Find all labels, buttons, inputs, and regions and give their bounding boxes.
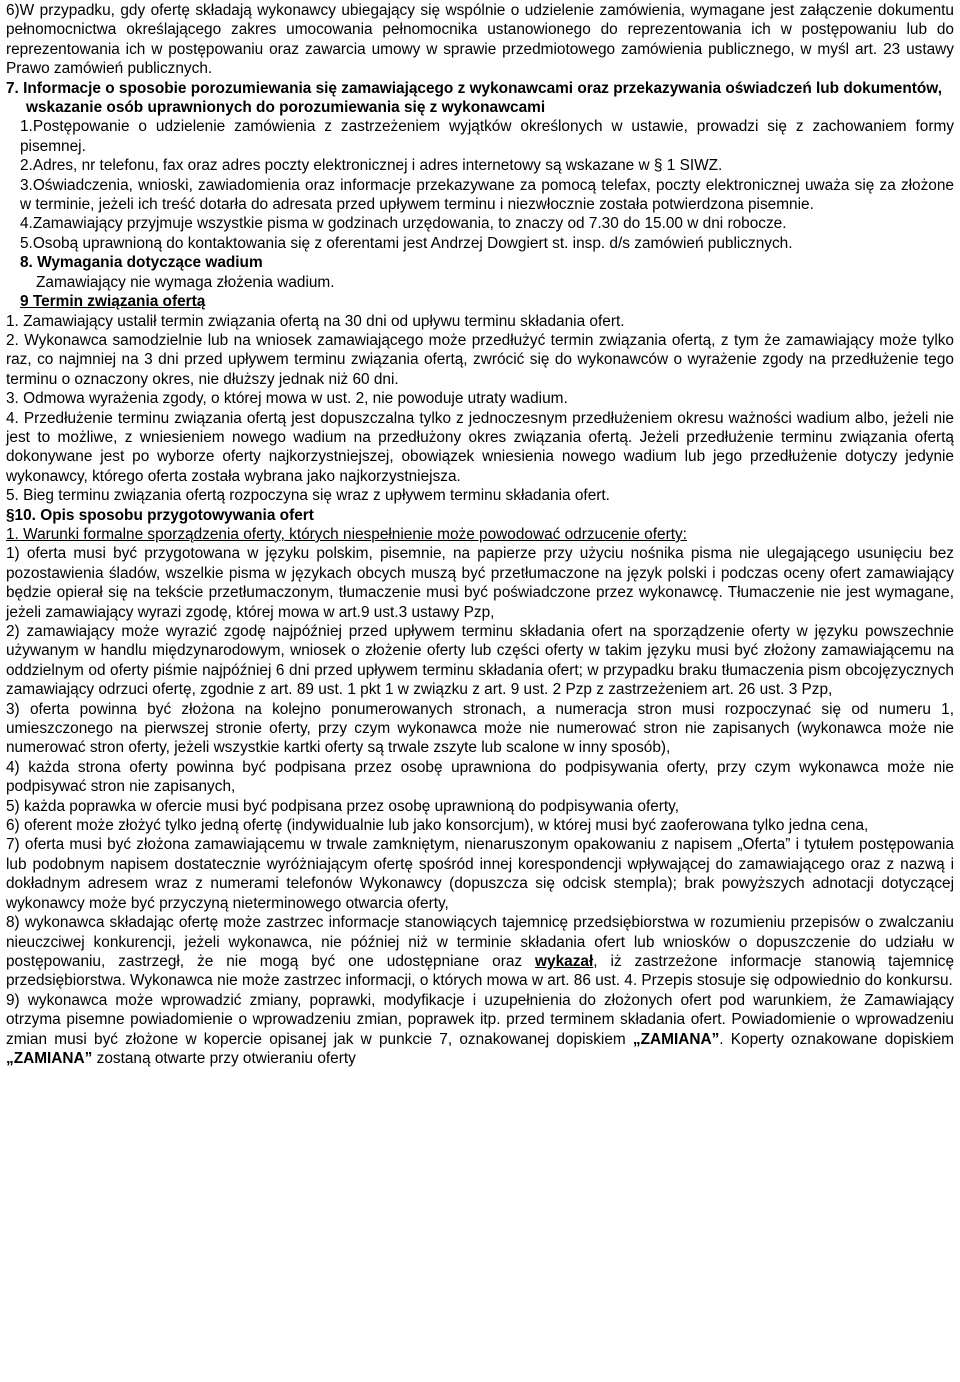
section-10-heading: §10. Opis sposobu przygotowywania ofert [6, 506, 314, 524]
section-8-heading [6, 253, 954, 272]
item-9-text-mid: . Koperty oznakowane dopiskiem [719, 1030, 954, 1048]
item-8-emphasis: wykazał [535, 952, 594, 970]
section-10-item-9 [6, 991, 954, 1069]
section-7-item-4: 4.Zamawiający przyjmuje wszystkie pisma w godzinach urzędowania, to znaczy od 7.30 do 15.00 w dni robocze. [20, 215, 787, 233]
section-10-subheading: 1. Warunki formalne sporządzenia oferty, których niespełnienie może powodować odrzucenie oferty: [6, 525, 687, 543]
section-10-item-1: 1) oferta musi być przygotowana w języku polskim, pisemnie, na papierze przy użyciu nośnika pisma nie ulegającego usunięciu bez pozostawienia śladów, wszelkie pisma w językach obcych muszą być przetłumaczone na język polski i podczas oceny ofert zamawiający będzie opierał się na tekście przetłumaczonym, tłumaczenie musi być poświadczone przez wykonawcę. Tłumaczenie nie jest wymagane, jeżeli zamawiający wyrazi zgodę, której mowa w art.9 ust.3 ustawy Pzp, [6, 545, 954, 621]
item-9-text-start: 9) wykonawca może wprowadzić zmiany, poprawki, modyfikacje i uzupełnienia do złożonych ofert pod warunkiem, że Zamawiający otrzyma pisemne powiadomienie o wprowadzeniu zmian, poprawek itp. przed terminem składania ofert. Powiadomienie o wprowadzeniu zmian musi być złożone w kopercie opisanej jak w punkcie 7, oznakowanej dopiskiem [6, 991, 954, 1048]
section-10-item-4: 4) każda strona oferty powinna być podpisana przez osobę uprawniona do podpisywania oferty, przy czym wykonawca może nie podpisywać stron nie zapisanych, [6, 758, 954, 796]
item-8-text-start: 8) wykonawca składając ofertę może zastrzec informacje stanowiących tajemnicę przedsiębiorstwa w rozumieniu przepisów o zwalczaniu nieuczciwej konkurencji, jeżeli wykonawca, nie później niż w terminie składania ofert lub wniosków o dopuszczenie do udziału w postępowaniu, zastrzegł, że nie mogą być one udostępniane oraz [6, 914, 954, 970]
section-9-item-1: 1. Zamawiający ustalił termin związania ofertą na 30 dni od upływu terminu składania ofert. [6, 312, 625, 330]
item-9-text-end: zostaną otwarte przy otwieraniu oferty [92, 1049, 356, 1067]
section-10-item-7: 7) oferta musi być złożona zamawiającemu w trwale zamkniętym, nienaruszonym opakowaniu z napisem „Oferta” i tytułem postępowania lub podobnym napisem dostatecznie wyróżniającym ofertę spośród innej korespondencji wpływającej do zamawiającego oraz z nazwą i dokładnym adresem wraz z numerami telefonów Wykonawcy (dopuszcza się odcisk stempla); brak powyższych adnotacji dotyczącej wykonawcy może być przyczyną nieterminowego otwarcia oferty, [6, 836, 954, 912]
item-8-text-end: , iż zastrzeżone informacje stanowią tajemnicę przedsiębiorstwa. Wykonawca nie może zastrzec informacji, o których mowa w art. 86 ust. 4. Przepis stosuje się odpowiednio do konkursu. [6, 952, 955, 990]
section-7-heading [6, 79, 954, 118]
item-9-marker-1: „ZAMIANA” [632, 1030, 720, 1048]
section-10-item-5: 5) każda poprawka w ofercie musi być podpisana przez osobę uprawnioną do podpisywania oferty, [6, 797, 680, 815]
section-8-title: Wymagania dotyczące wadium [37, 254, 263, 272]
section-10-item-8 [6, 913, 954, 991]
section-9-item-4: 4. Przedłużenie terminu związania ofertą jest dopuszczalna tylko z jednoczesnym przedłużeniem okresu ważności wadium albo, jeżeli nie jest to możliwe, z wniesieniem nowego wadium na przedłużony okres związania ofertą. Jeżeli przedłużenie terminu związania ofertą dokonywane jest po wyborze oferty najkorzystniejszej, obowiązek wniesienia nowego wadium lub jego przedłużenie dotyczy jedynie wykonawcy, którego oferta została wybrana jako najkorzystniejsza. [6, 409, 954, 485]
section-6-paragraph: 6)W przypadku, gdy ofertę składają wykonawcy ubiegający się wspólnie o udzielenie zamówienia, wymagane jest załączenie dokumentu pełnomocnictwa określającego zakres umocowania pełnomocnika ustanowionego do reprezentowania ich w postępowaniu lub do reprezentowania ich w postępowaniu oraz zawarcia umowy w sprawie przedmiotowego zamówienia publicznego, w myśl art. 23 ustawy Prawo zamówień publicznych. [6, 2, 954, 78]
section-7-item-1: 1.Postępowanie o udzielenie zamówienia z zastrzeżeniem wyjątków określonych w ustawie, prowadzi się z zachowaniem formy pisemnej. [20, 118, 954, 155]
section-8-number: 8. [20, 254, 33, 272]
section-10-item-2: 2) zamawiający może wyrazić zgodę najpóźniej przed upływem terminu składania ofert na sporządzenie oferty w języku powszechnie używanym w handlu międzynarodowym, wniosek o złożenie oferty lub części oferty w takim języku musi być złożony zamawiającemu na oddzielnym od oferty piśmie najpóźniej 6 dni przed upływem terminu składania ofert; w przypadku braku tłumaczenia pism obcojęzycznych zamawiający odrzuci ofertę, zgodnie z art. 89 ust. 1 pkt 1 w związku z art. 9 ust. 2 Pzp z zastrzeżeniem art. 26 ust. 3 Pzp, [6, 623, 954, 699]
section-7-item-2: 2.Adres, nr telefonu, fax oraz adres poczty elektronicznej i adres internetowy są wskazane w § 1 SIWZ. [20, 157, 723, 175]
section-10-item-6: 6) oferent może złożyć tylko jedną ofertę (indywidualnie lub jako konsorcjum), w której musi być zaoferowana tylko jedna cena, [6, 817, 869, 835]
section-9-item-5: 5. Bieg terminu związania ofertą rozpoczyna się wraz z upływem terminu składania ofert. [6, 487, 610, 505]
section-9-item-3: 3. Odmowa wyrażenia zgody, o której mowa w ust. 2, nie powoduje utraty wadium. [6, 390, 568, 408]
section-9-item-2: 2. Wykonawca samodzielnie lub na wniosek zamawiającego może przedłużyć termin związania ofertą, z tym że zamawiający może tylko raz, co najmniej na 3 dni przed upływem terminu związania ofertą, zwrócić się do wykonawców o wyrażenie zgody na przedłużenie tego terminu o oznaczony okres, nie dłuższy jednak niż 60 dni. [6, 331, 954, 388]
section-8-text: Zamawiający nie wymaga złożenia wadium. [36, 273, 335, 291]
section-10-item-3: 3) oferta powinna być złożona na kolejno ponumerowanych stronach, a numeracja stron musi rozpoczynać się od numeru 1, umieszczonego na pierwszej stronie oferty, przy czym wykonawca może nie numerować stron nie zapisanych (wykonawca może nie numerować stron oferty, jeżeli wszystkie kartki oferty są trwale zszyte lub scalone w inny sposób), [6, 700, 954, 757]
section-7-number: 7. [6, 79, 19, 97]
item-9-marker-2: „ZAMIANA” [6, 1049, 93, 1067]
section-7-item-5: 5.Osobą uprawnioną do kontaktowania się z oferentami jest Andrzej Dowgiert st. insp. d/s zamówień publicznych. [20, 234, 793, 252]
section-9-heading: 9 Termin związania ofertą [20, 293, 206, 311]
section-7-item-3: 3.Oświadczenia, wnioski, zawiadomienia oraz informacje przekazywane za pomocą telefax, poczty elektronicznej uważa się za złożone w terminie, jeżeli ich treść dotarła do adresata przed upływem terminu i niezwłocznie została potwierdzona pisemnie. [20, 176, 954, 214]
section-7-title: Informacje o sposobie porozumiewania się zamawiającego z wykonawcami oraz przekazywania oświadczeń lub dokumentów, wskazanie osób uprawnionych do porozumiewania się z wykonawcami [23, 79, 942, 117]
